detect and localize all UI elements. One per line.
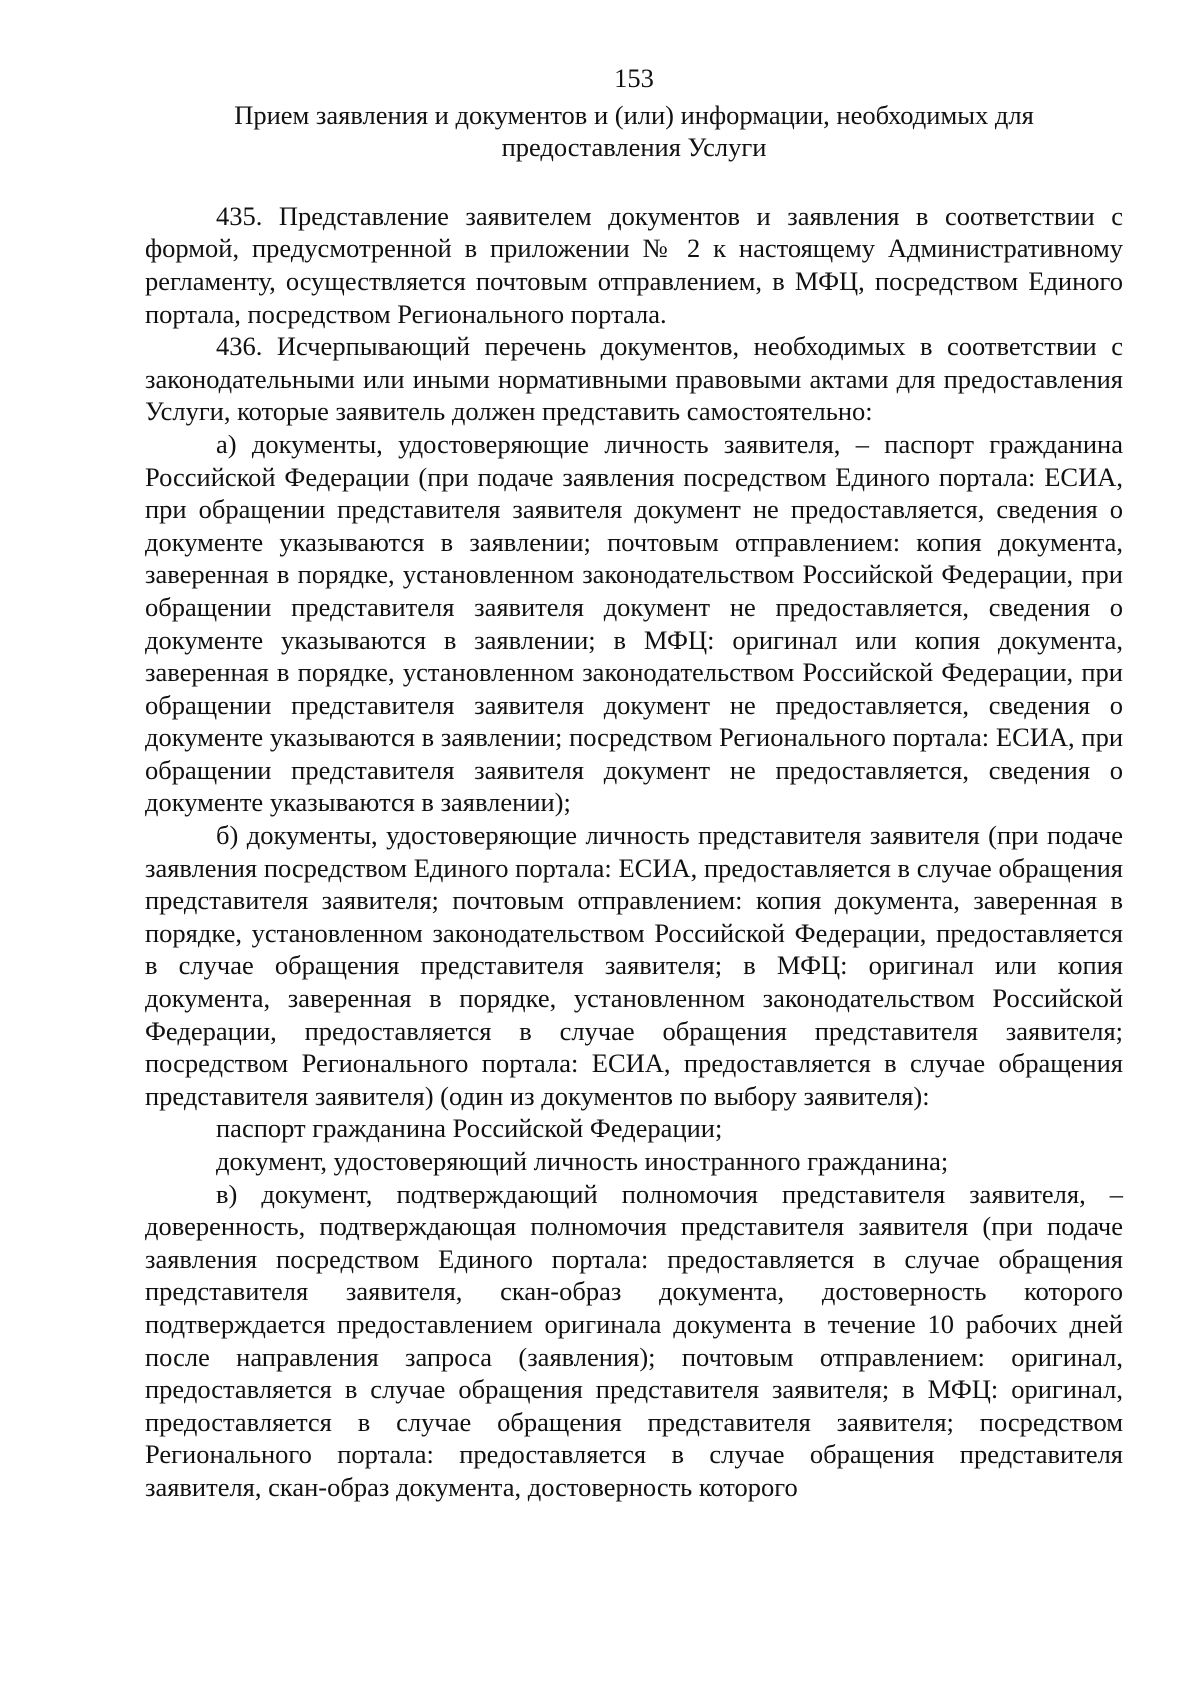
paragraph-435: 435. Представление заявителем документов и заявления в соответствии с формой, предусмотренной в приложении № 2 к настоящему Административному регламенту, осуществляется почтовым отправлением, в МФЦ, посредством Единого портала, посредством Регионального портала.	[145, 200, 1123, 329]
document-page	[145, 62, 1123, 1504]
list-item-v: в) документ, подтверждающий полномочия представителя заявителя, – доверенность, подтверждающая полномочия представителя заявителя (при подаче заявления посредством Единого портала: предоставляется в случае обращения представителя заявителя, скан-образ документа, достоверность которого подтверждается предоставлением оригинала документа в течение 10 рабочих дней после направления запроса (заявления); почтовым отправлением: оригинал, предоставляется в случае обращения представителя заявителя; в МФЦ: оригинал, предоставляется в случае обращения представителя заявителя; посредством Регионального портала: предоставляется в случае обращения представителя заявителя, скан-образ документа, достоверность которого	[145, 1178, 1123, 1502]
list-item-a: а) документы, удостоверяющие личность заявителя, – паспорт гражданина Российской Федерации (при подаче заявления посредством Единого портала: ЕСИА, при обращении представителя заявителя документ не предоставляется, сведения о документе указываются в заявлении; почтовым отправлением: копия документа, заверенная в порядке, установленном законодательством Российской Федерации, при обращении представителя заявителя документ не предоставляется, сведения о документе указываются в заявлении; в МФЦ: оригинал или копия документа, заверенная в порядке, установленном законодательством Российской Федерации, при обращении представителя заявителя документ не предоставляется, сведения о документе указываются в заявлении; посредством Регионального портала: ЕСИА, при обращении представителя заявителя документ не предоставляется, сведения о документе указываются в заявлении);	[145, 428, 1123, 818]
paragraph-436: 436. Исчерпывающий перечень документов, необходимых в соответствии с законодательными или иными нормативными правовыми актами для предоставления Услуги, которые заявитель должен представить самостоятельно:	[145, 331, 1123, 427]
sub-item-passport: паспорт гражданина Российской Федерации;	[216, 1113, 723, 1144]
page-number: 153	[614, 63, 654, 93]
sub-item-foreign-id: документ, удостоверяющий личность иностранного гражданина;	[216, 1146, 949, 1176]
section-title: Прием заявления и документов и (или) информации, необходимых для предоставления Услуги	[234, 99, 1034, 163]
list-item-b: б) документы, удостоверяющие личность представителя заявителя (при подаче заявления посредством Единого портала: ЕСИА, предоставляется в случае обращения представителя заявителя; почтовым отправлением: копия документа, заверенная в порядке, установленном законодательством Российской Федерации, предоставляется в случае обращения представителя заявителя; в МФЦ: оригинал или копия документа, заверенная в порядке, установленном законодательством Российской Федерации, предоставляется в случае обращения представителя заявителя; посредством Регионального портала: ЕСИА, предоставляется в случае обращения представителя заявителя) (один из документов по выбору заявителя):	[145, 820, 1123, 1111]
